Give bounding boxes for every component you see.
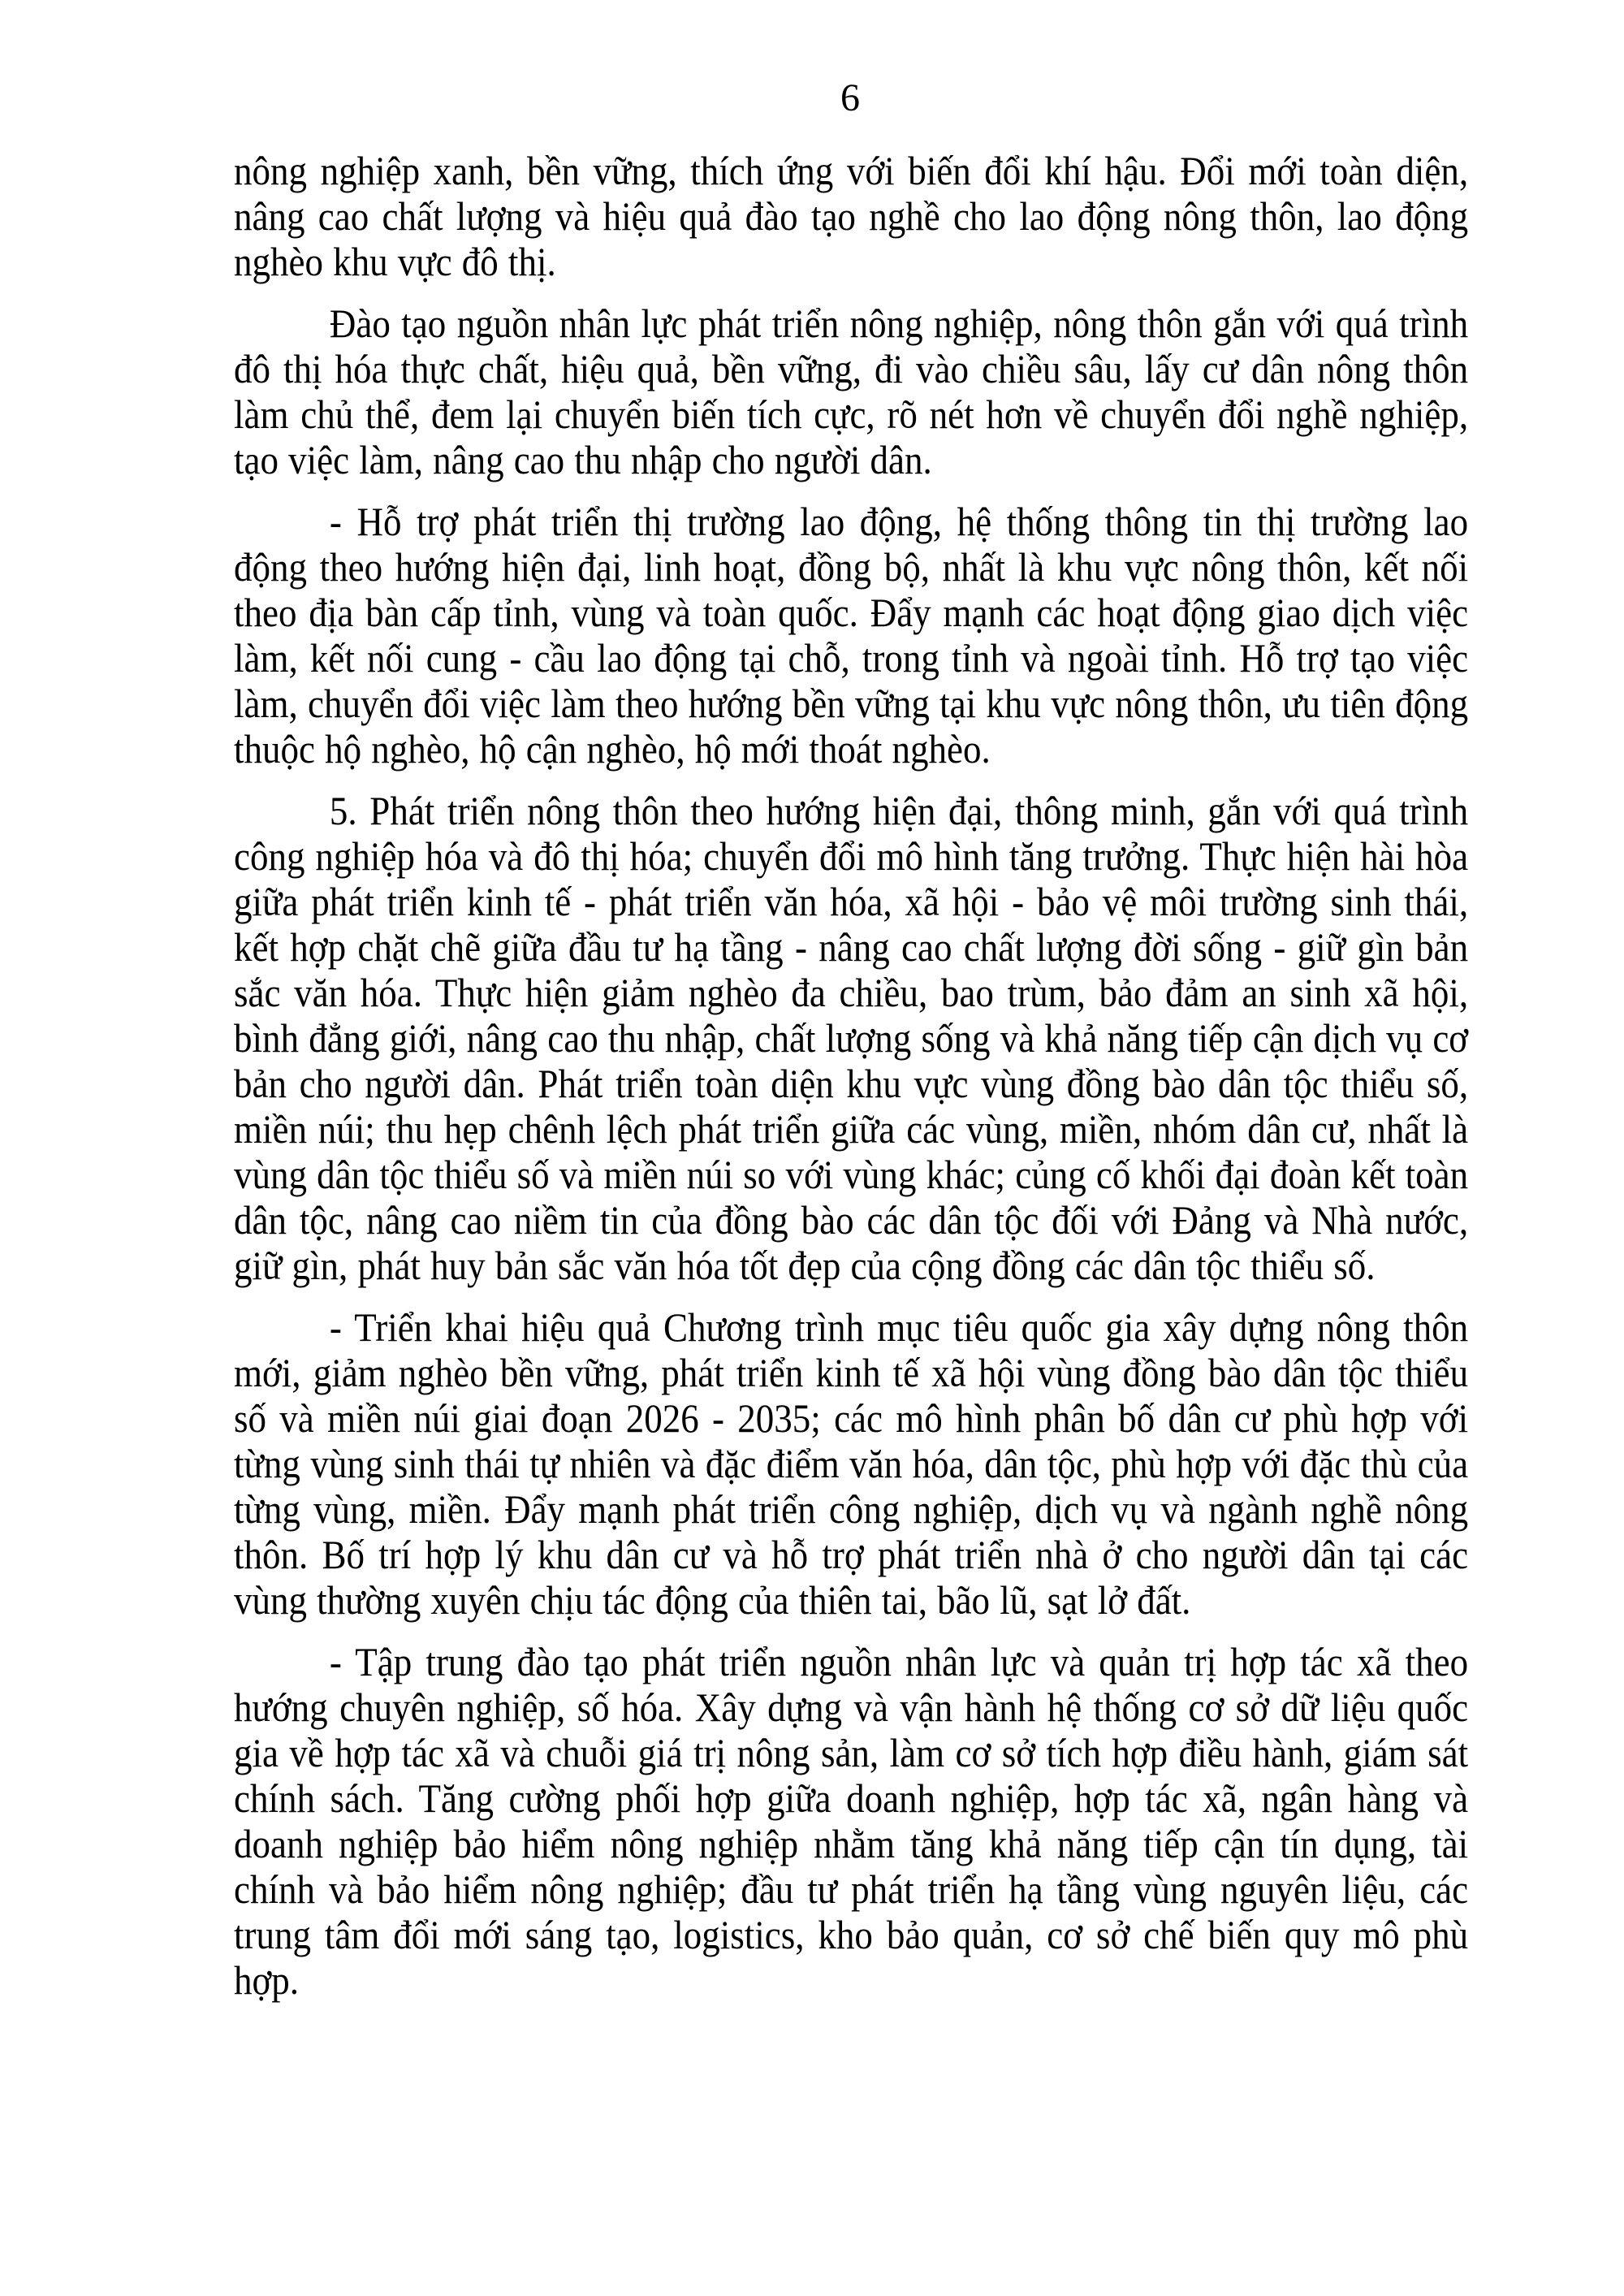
paragraph: - Tập trung đào tạo phát triển nguồn nhân lực và quản trị hợp tác xã theo hướng chuyên nghiệp, số hóa. Xây dựng và vận hành hệ thống cơ sở dữ liệu quốc gia về hợp tác xã và chuỗi giá trị nông sản, làm cơ sở tích hợp điều hành, giám sát chính sách. Tăng cường phối hợp giữa doanh nghiệp, hợp tác xã, ngân hàng và doanh nghiệp bảo hiểm nông nghiệp nhằm tăng khả năng tiếp cận tín dụng, tài chính và bảo hiểm nông nghiệp; đầu tư phát triển hạ tầng vùng nguyên liệu, các trung tâm đổi mới sáng tạo, logistics, kho bảo quản, cơ sở chế biến quy mô phù hợp.	[234, 1639, 1469, 2003]
paragraph: Đào tạo nguồn nhân lực phát triển nông nghiệp, nông thôn gắn với quá trình đô thị hóa thực chất, hiệu quả, bền vững, đi vào chiều sâu, lấy cư dân nông thôn làm chủ thể, đem lại chuyển biến tích cực, rõ nét hơn về chuyển đổi nghề nghiệp, tạo việc làm, nâng cao thu nhập cho người dân.	[234, 301, 1469, 482]
paragraph: - Triển khai hiệu quả Chương trình mục tiêu quốc gia xây dựng nông thôn mới, giảm nghèo bền vững, phát triển kinh tế xã hội vùng đồng bào dân tộc thiểu số và miền núi giai đoạn 2026 - 2035; các mô hình phân bố dân cư phù hợp với từng vùng sinh thái tự nhiên và đặc điểm văn hóa, dân tộc, phù hợp với đặc thù của từng vùng, miền. Đẩy mạnh phát triển công nghiệp, dịch vụ và ngành nghề nông thôn. Bố trí hợp lý khu dân cư và hỗ trợ phát triển nhà ở cho người dân tại các vùng thường xuyên chịu tác động của thiên tai, bão lũ, sạt lở đất.	[234, 1304, 1469, 1623]
page-number: 6	[840, 76, 861, 119]
paragraph: - Hỗ trợ phát triển thị trường lao động, hệ thống thông tin thị trường lao động theo hướng hiện đại, linh hoạt, đồng bộ, nhất là khu vực nông thôn, kết nối theo địa bàn cấp tỉnh, vùng và toàn quốc. Đẩy mạnh các hoạt động giao dịch việc làm, kết nối cung - cầu lao động tại chỗ, trong tỉnh và ngoài tỉnh. Hỗ trợ tạo việc làm, chuyển đổi việc làm theo hướng bền vững tại khu vực nông thôn, ưu tiên động thuộc hộ nghèo, hộ cận nghèo, hộ mới thoát nghèo.	[234, 499, 1469, 772]
paragraph: 5. Phát triển nông thôn theo hướng hiện đại, thông minh, gắn với quá trình công nghiệp hóa và đô thị hóa; chuyển đổi mô hình tăng trưởng. Thực hiện hài hòa giữa phát triển kinh tế - phát triển văn hóa, xã hội - bảo vệ môi trường sinh thái, kết hợp chặt chẽ giữa đầu tư hạ tầng - nâng cao chất lượng đời sống - giữ gìn bản sắc văn hóa. Thực hiện giảm nghèo đa chiều, bao trùm, bảo đảm an sinh xã hội, bình đẳng giới, nâng cao thu nhập, chất lượng sống và khả năng tiếp cận dịch vụ cơ bản cho người dân. Phát triển toàn diện khu vực vùng đồng bào dân tộc thiểu số, miền núi; thu hẹp chênh lệch phát triển giữa các vùng, miền, nhóm dân cư, nhất là vùng dân tộc thiểu số và miền núi so với vùng khác; củng cố khối đại đoàn kết toàn dân tộc, nâng cao niềm tin của đồng bào các dân tộc đối với Đảng và Nhà nước, giữ gìn, phát huy bản sắc văn hóa tốt đẹp của cộng đồng các dân tộc thiểu số.	[234, 788, 1469, 1288]
document-body	[234, 148, 1468, 2003]
paragraph: nông nghiệp xanh, bền vững, thích ứng với biến đổi khí hậu. Đổi mới toàn diện, nâng cao chất lượng và hiệu quả đào tạo nghề cho lao động nông thôn, lao động nghèo khu vực đô thị.	[234, 148, 1469, 284]
